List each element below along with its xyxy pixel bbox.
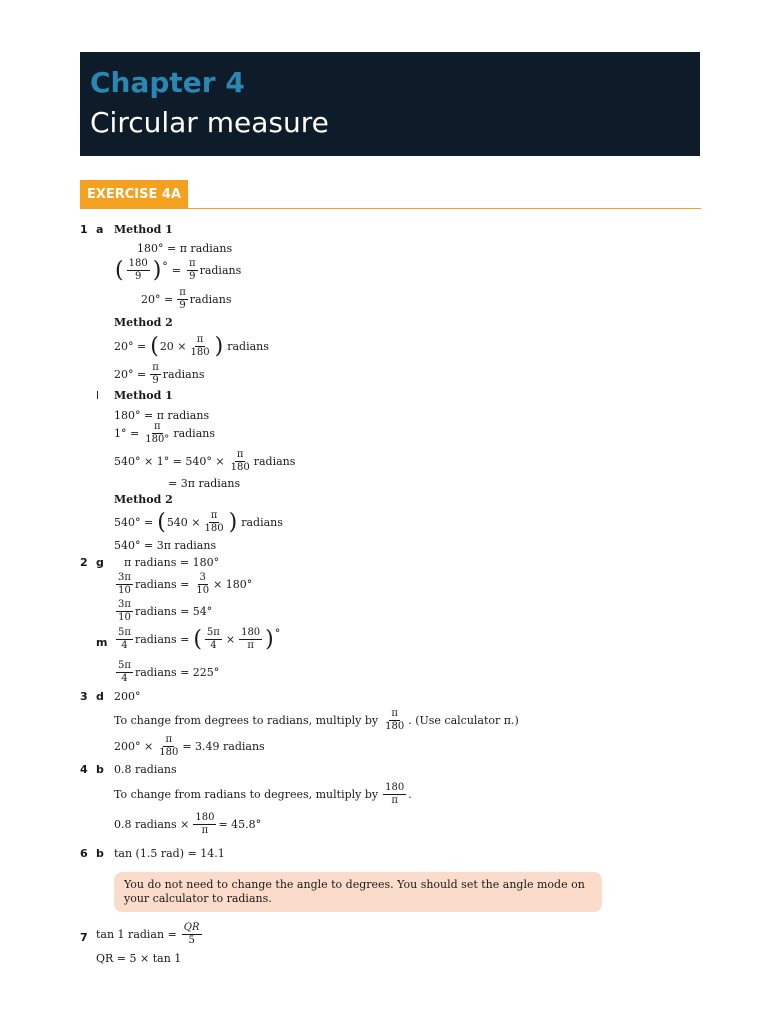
chapter-banner [80, 52, 700, 156]
fraction: $\frac{3\pi}{10}$ [118, 599, 131, 623]
fraction: $\frac{180}{\pi}$ [195, 812, 215, 836]
part-label: b [96, 763, 104, 776]
fraction: $\frac{\pi}{180}$ [385, 708, 405, 732]
fraction: $\frac{3\pi}{10}$ [118, 572, 131, 596]
text-line: To change from degrees to radians, multiply by $\frac{\pi}{180}$ . (Use calculator π.) [114, 708, 519, 732]
fraction: $\frac{5\pi}{4}$ [206, 627, 220, 651]
math-line: 180° = π radians [114, 409, 210, 422]
math-line: $\frac{5\pi}{4}$ radians = 225° [118, 660, 220, 684]
fraction: $\frac{5\pi}{4}$ [118, 627, 131, 651]
math-line: 540° × 1° = 540° × $\frac{\pi}{180}$ radians [114, 449, 296, 473]
math-line: tan 1 radian = $\frac{QR}{5}$ [96, 922, 200, 946]
fraction: $\frac{\pi}{9}$ [189, 258, 196, 282]
math-line: = 3π radians [168, 477, 241, 490]
fraction: $\frac{\pi}{180^\circ}$ [145, 421, 170, 445]
exercise-rule [80, 208, 701, 209]
fraction: $\frac{\pi}{180}$ [190, 334, 210, 358]
paren-close: ) [152, 257, 162, 283]
part-label: m [96, 636, 108, 649]
text-line: To change from radians to degrees, multiply by $\frac{180}{\pi}$ . [114, 782, 412, 806]
math-line: π radians = 180° [124, 556, 220, 569]
paren-open: ( [115, 257, 124, 283]
math-line: 20° = ( 20 × $\frac{\pi}{180}$ ) radians [114, 333, 269, 359]
math-line: $\frac{3\pi}{10}$ radians = 54° [118, 599, 213, 623]
math-line: $\frac{5\pi}{4}$ radians = ( $\frac{5\pi}{4}$ × $\frac{180}{\pi}$ ) ° [118, 626, 281, 652]
fraction: $\frac{\pi}{9}$ [179, 287, 186, 311]
fraction: $\frac{\pi}{180}$ [230, 449, 250, 473]
part-label: g [96, 556, 104, 569]
paren-open: ( [157, 509, 166, 535]
question-number: 3 [80, 690, 88, 703]
fraction: $\frac{180}{\pi}$ [241, 627, 261, 651]
fraction: $\frac{QR}{5}$ [183, 922, 200, 946]
paren-open: ( [150, 333, 159, 359]
method-heading: Method 2 [114, 493, 173, 506]
math-line: 20° = $\frac{\pi}{9}$ radians [141, 287, 232, 311]
math-line: 540° = ( 540 × $\frac{\pi}{180}$ ) radians [114, 509, 283, 535]
chapter-title: Circular measure [90, 106, 329, 139]
question-number: 7 [80, 931, 88, 944]
paren-close: ) [265, 626, 274, 652]
method-heading: Method 1 [114, 223, 173, 236]
fraction: $\frac{\pi}{180}$ [159, 734, 179, 758]
math-line: 20° = $\frac{\pi}{9}$ radians [114, 362, 205, 386]
math-line: QR = 5 × tan 1 [96, 952, 182, 965]
math-line: 0.8 radians × $\frac{180}{\pi}$ = 45.8° [114, 812, 262, 836]
math-line: 0.8 radians [114, 763, 177, 776]
math-line: tan (1.5 rad) = 14.1 [114, 847, 225, 860]
question-number: 6 [80, 847, 88, 860]
fraction: $\frac{\pi}{180}$ [204, 510, 224, 534]
part-label: a [96, 223, 104, 236]
exercise-label: EXERCISE 4A [80, 180, 188, 209]
paren-open: ( [193, 626, 202, 652]
question-number: 4 [80, 763, 88, 776]
method-heading: Method 1 [114, 389, 173, 402]
math-line: 200° × $\frac{\pi}{180}$ = 3.49 radians [114, 734, 265, 758]
math-line: $\frac{3\pi}{10}$ radians = $\frac{3}{10}$ × 180° [118, 572, 253, 596]
paren-close: ) [214, 333, 224, 359]
question-number: 2 [80, 556, 88, 569]
math-line: 180° = π radians [137, 242, 233, 255]
paren-close: ) [228, 509, 238, 535]
math-line: ( $\frac{180}{9}$ ) ° = $\frac{\pi}{9}$ radians [115, 257, 242, 283]
fraction: $\frac{3}{10}$ [196, 572, 210, 596]
math-line: 540° = 3π radians [114, 539, 217, 552]
part-label: b [96, 847, 104, 860]
method-heading: Method 2 [114, 316, 173, 329]
chapter-number: Chapter 4 [90, 66, 245, 99]
fraction: $\frac{180}{9}$ [128, 258, 148, 282]
tip-note: You do not need to change the angle to degrees. You should set the angle mode on your calculator to radians. [114, 872, 602, 912]
fraction: $\frac{\pi}{9}$ [152, 362, 159, 386]
math-line: 200° [114, 690, 141, 703]
part-label: d [96, 690, 104, 703]
math-line: 1° = $\frac{\pi}{180^\circ}$ radians [114, 421, 215, 445]
question-number: 1 [80, 223, 88, 236]
part-label: l [96, 389, 100, 402]
fraction: $\frac{5\pi}{4}$ [118, 660, 131, 684]
fraction: $\frac{180}{\pi}$ [385, 782, 405, 806]
